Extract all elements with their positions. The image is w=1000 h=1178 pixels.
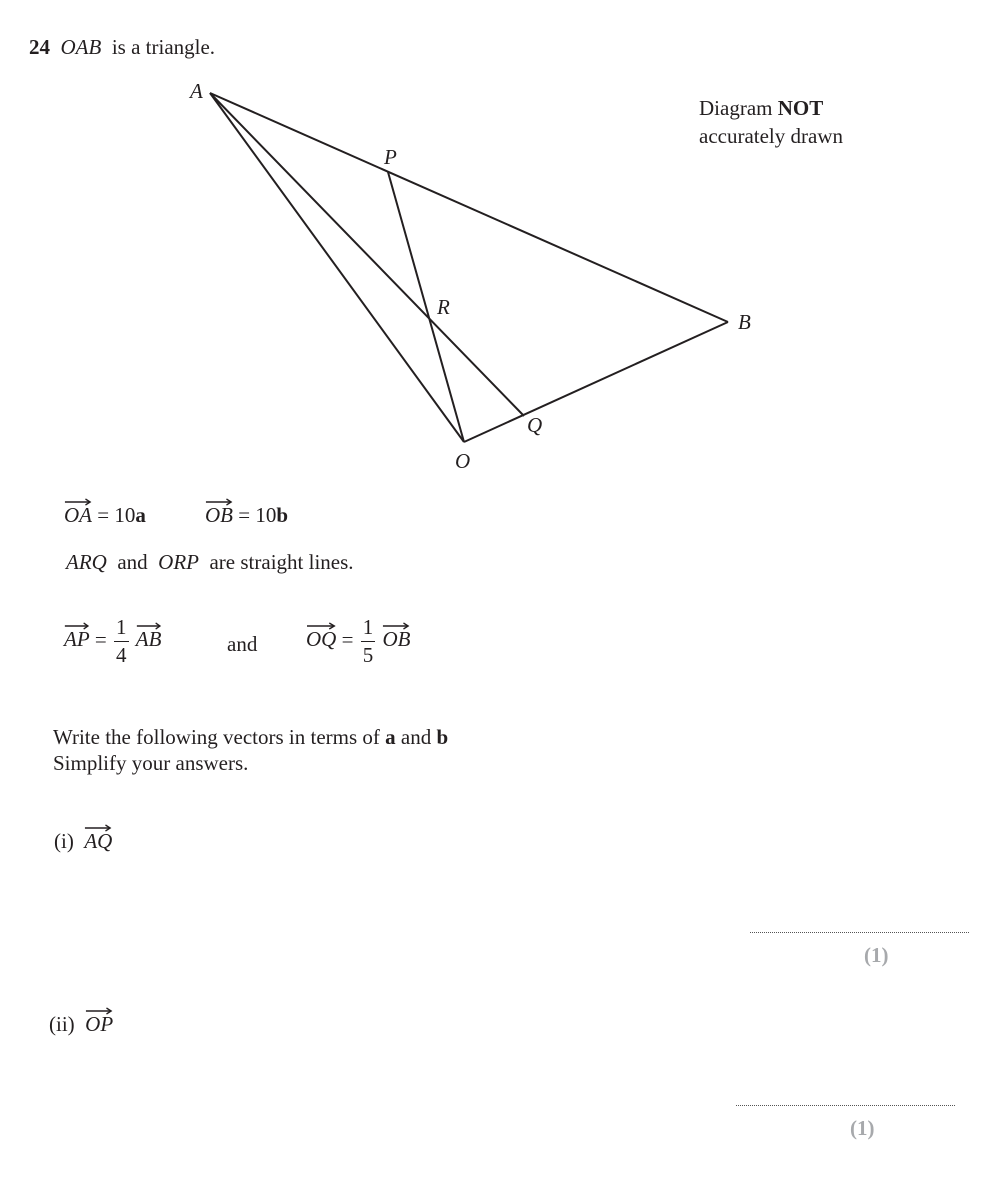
ob-bold-b: b	[276, 503, 289, 527]
lines-and: and	[117, 550, 148, 574]
ap-equals: =	[94, 627, 107, 652]
triangle-diagram	[0, 0, 1000, 500]
question-intro-text: is a triangle.	[111, 35, 216, 59]
label-P: P	[384, 145, 397, 169]
fraction-one-quarter: $\frac{1}{4}$	[116, 615, 127, 667]
label-A: A	[190, 79, 203, 103]
line-AB	[210, 93, 728, 322]
answer-line-part-ii[interactable]	[736, 1105, 955, 1106]
label-Q: Q	[527, 413, 543, 437]
fraction-one-fifth: $\frac{1}{5}$	[362, 615, 374, 667]
lines-rest: are straight lines.	[209, 550, 354, 574]
instructions	[53, 724, 448, 776]
part-i-label: (i)	[54, 829, 74, 853]
question-number: 24	[29, 35, 50, 59]
given-oa	[64, 503, 146, 528]
diagram-note-line2: accurately drawn	[699, 124, 843, 148]
line-BO	[464, 322, 728, 442]
marks-part-i: (1)	[864, 943, 889, 967]
label-B: B	[738, 310, 751, 334]
label-R: R	[437, 295, 450, 319]
straight-lines-statement	[66, 550, 354, 575]
vector-ab: AB	[136, 627, 162, 652]
marks-part-ii: (1)	[850, 1116, 875, 1140]
line-AQ	[210, 93, 524, 416]
label-O: O	[455, 449, 471, 473]
diagram-note-prefix: Diagram	[699, 96, 773, 120]
part-ii-question	[49, 1012, 113, 1037]
ob-equals: = 10	[238, 503, 277, 527]
given-oq	[306, 617, 410, 666]
line-name-orp: ORP	[158, 550, 199, 574]
line-OP	[388, 172, 464, 442]
part-i-question	[54, 829, 112, 854]
vector-aq: AQ	[84, 829, 112, 854]
diagram-note	[699, 94, 843, 150]
vector-ap: AP	[64, 627, 90, 652]
vector-op: OP	[85, 1012, 113, 1037]
given-and: and	[227, 632, 258, 656]
vector-ob: OB	[205, 503, 233, 528]
oq-equals: =	[341, 627, 354, 652]
vector-ob-rhs: OB	[382, 627, 410, 652]
oa-bold-a: a	[135, 503, 146, 527]
part-ii-label: (ii)	[49, 1012, 75, 1036]
oa-equals: = 10	[97, 503, 136, 527]
line-name-arq: ARQ	[66, 550, 107, 574]
vector-oq: OQ	[306, 627, 336, 652]
given-ap	[64, 617, 161, 666]
diagram-lines	[210, 93, 728, 442]
diagram-note-bold: NOT	[777, 96, 824, 120]
vector-oa: OA	[64, 503, 92, 528]
triangle-name: OAB	[60, 35, 102, 59]
line-OA	[210, 93, 464, 442]
given-ob	[205, 503, 288, 528]
instructions-line1: Write the following vectors in terms of a and b	[53, 725, 449, 749]
answer-line-part-i[interactable]	[750, 932, 969, 933]
instructions-line2: Simplify your answers.	[53, 751, 249, 775]
